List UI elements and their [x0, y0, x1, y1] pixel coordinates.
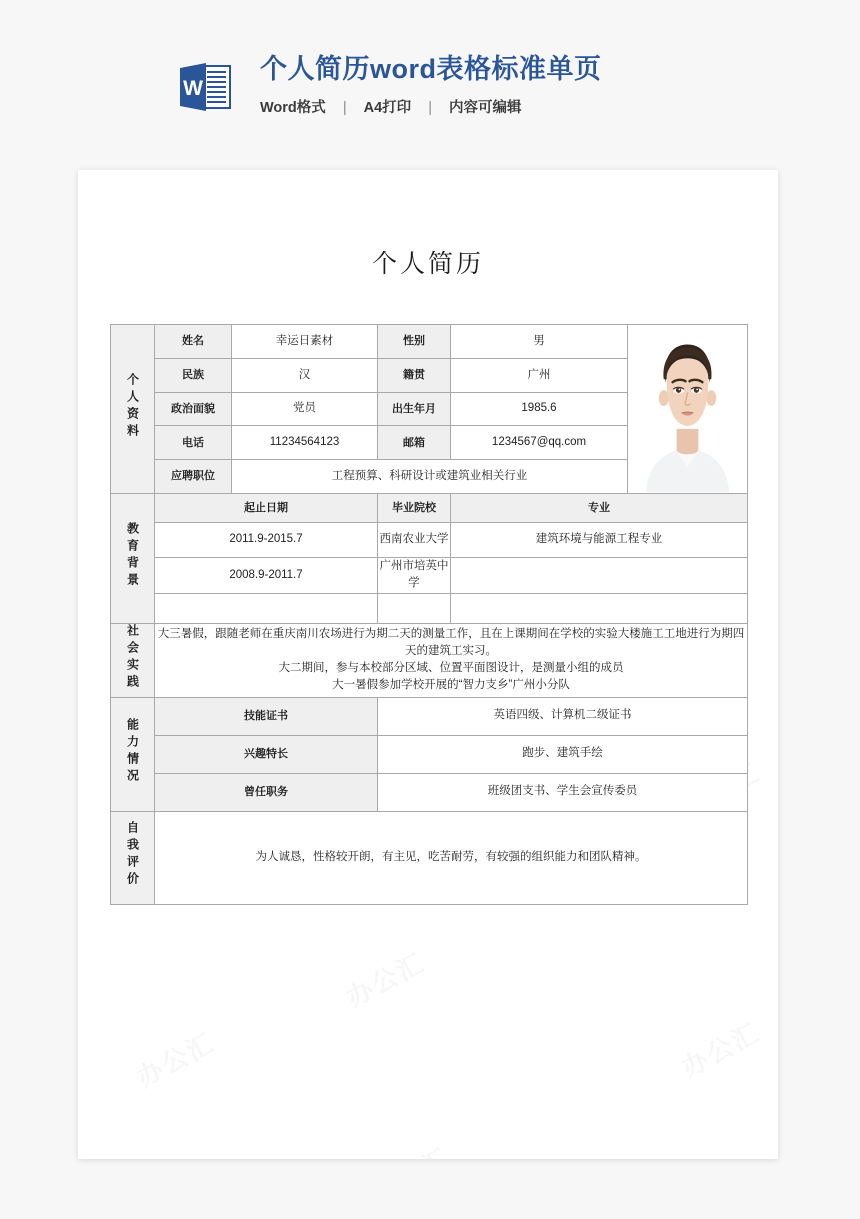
- field-label-ethnicity: 民族: [155, 358, 232, 392]
- field-label-birth: 出生年月: [378, 392, 451, 426]
- evaluation-text: 为人诚恳，性格较开朗，有主见，吃苦耐劳，有较强的组织能力和团队精神。: [155, 811, 748, 904]
- ability-value-interests: 跑步、建筑手绘: [378, 735, 748, 773]
- section-label-practice: 社会实践: [111, 623, 155, 697]
- field-value-gender: 男: [451, 325, 628, 359]
- section-label-education: 教育背景: [111, 494, 155, 624]
- table-row: [111, 325, 748, 359]
- meta-separator-2: |: [428, 100, 432, 117]
- edu-cell-major: [451, 593, 748, 623]
- field-label-name: 姓名: [155, 325, 232, 359]
- watermark: [674, 1012, 766, 1084]
- document-title: 个人简历word表格标准单页: [260, 53, 602, 84]
- table-row: [111, 811, 748, 904]
- field-value-political: 党员: [232, 392, 378, 426]
- ability-label-skills: 技能证书: [155, 697, 378, 735]
- portrait-photo: [628, 325, 747, 493]
- edu-col-dates: 起止日期: [155, 494, 378, 523]
- edu-cell-dates: [155, 593, 378, 623]
- edu-cell-school: [378, 593, 451, 623]
- ability-label-positions: 曾任职务: [155, 773, 378, 811]
- field-label-hometown: 籍贯: [378, 358, 451, 392]
- edu-cell-major: [451, 558, 748, 594]
- edu-cell-school: 广州市培英中学: [378, 558, 451, 594]
- table-row: [111, 623, 748, 697]
- svg-text:W: W: [183, 77, 203, 100]
- meta-editable: 内容可编辑: [449, 100, 522, 117]
- practice-content: [155, 623, 748, 697]
- table-row: [111, 494, 748, 523]
- watermark: [129, 1022, 221, 1094]
- field-label-position: 应聘职位: [155, 460, 232, 494]
- section-label-ability: 能力情况: [111, 697, 155, 811]
- practice-paragraph: 大一暑假参加学校开展的“智力支乡”广州小分队: [332, 679, 570, 692]
- table-row: [111, 593, 748, 623]
- header-text-block: [260, 53, 602, 117]
- ability-label-interests: 兴趣特长: [155, 735, 378, 773]
- field-value-hometown: 广州: [451, 358, 628, 392]
- section-label-evaluation: 自我评价: [111, 811, 155, 904]
- field-value-ethnicity: 汉: [232, 358, 378, 392]
- field-label-email: 邮箱: [378, 426, 451, 460]
- document-meta: [260, 96, 602, 117]
- meta-print: A4打印: [363, 100, 412, 117]
- resume-table: [110, 324, 748, 905]
- meta-separator-1: |: [342, 100, 347, 117]
- field-value-email: 1234567@qq.com: [451, 426, 628, 460]
- field-label-phone: 电话: [155, 426, 232, 460]
- edu-cell-dates: 2011.9-2015.7: [155, 523, 378, 558]
- field-label-gender: 性别: [378, 325, 451, 359]
- practice-paragraph: 大三暑假，跟随老师在重庆南川农场进行为期二天的测量工作，且在上课期间在学校的实验大楼施工工地进行为期四天的建筑工实习。: [157, 627, 745, 657]
- field-value-phone: 11234564123: [232, 426, 378, 460]
- portrait-illustration: [628, 325, 747, 493]
- ability-value-skills: 英语四级、计算机二级证书: [378, 697, 748, 735]
- edu-cell-dates: 2008.9-2011.7: [155, 558, 378, 594]
- ability-value-positions: 班级团支书、学生会宣传委员: [378, 773, 748, 811]
- table-row: [111, 523, 748, 558]
- edu-col-school: 毕业院校: [378, 494, 451, 523]
- table-row: [111, 735, 748, 773]
- resume-title-text: 个人简历: [371, 251, 484, 278]
- section-label-personal: 个人资料: [111, 325, 155, 494]
- field-value-name: 幸运日素材: [232, 325, 378, 359]
- field-value-birth: 1985.6: [451, 392, 628, 426]
- document-page: [78, 170, 778, 1159]
- practice-paragraph: 大二期间，参与本校部分区域、位置平面图设计，是测量小组的成员: [278, 662, 624, 674]
- table-row: [111, 697, 748, 735]
- watermark: [364, 1137, 456, 1159]
- watermark: [339, 942, 431, 1014]
- page-header: [0, 0, 860, 170]
- field-label-political: 政治面貌: [155, 392, 232, 426]
- table-row: [111, 558, 748, 594]
- resume-title: [78, 244, 778, 280]
- edu-col-major: 专业: [451, 494, 748, 523]
- field-value-position: 工程预算、科研设计或建筑业相关行业: [232, 460, 628, 494]
- table-row: [111, 773, 748, 811]
- edu-cell-major: 建筑环境与能源工程专业: [451, 523, 748, 558]
- portrait-photo-cell: [628, 325, 748, 494]
- meta-format: Word格式: [260, 100, 326, 117]
- edu-cell-school: 西南农业大学: [378, 523, 451, 558]
- word-document-icon: [176, 58, 234, 116]
